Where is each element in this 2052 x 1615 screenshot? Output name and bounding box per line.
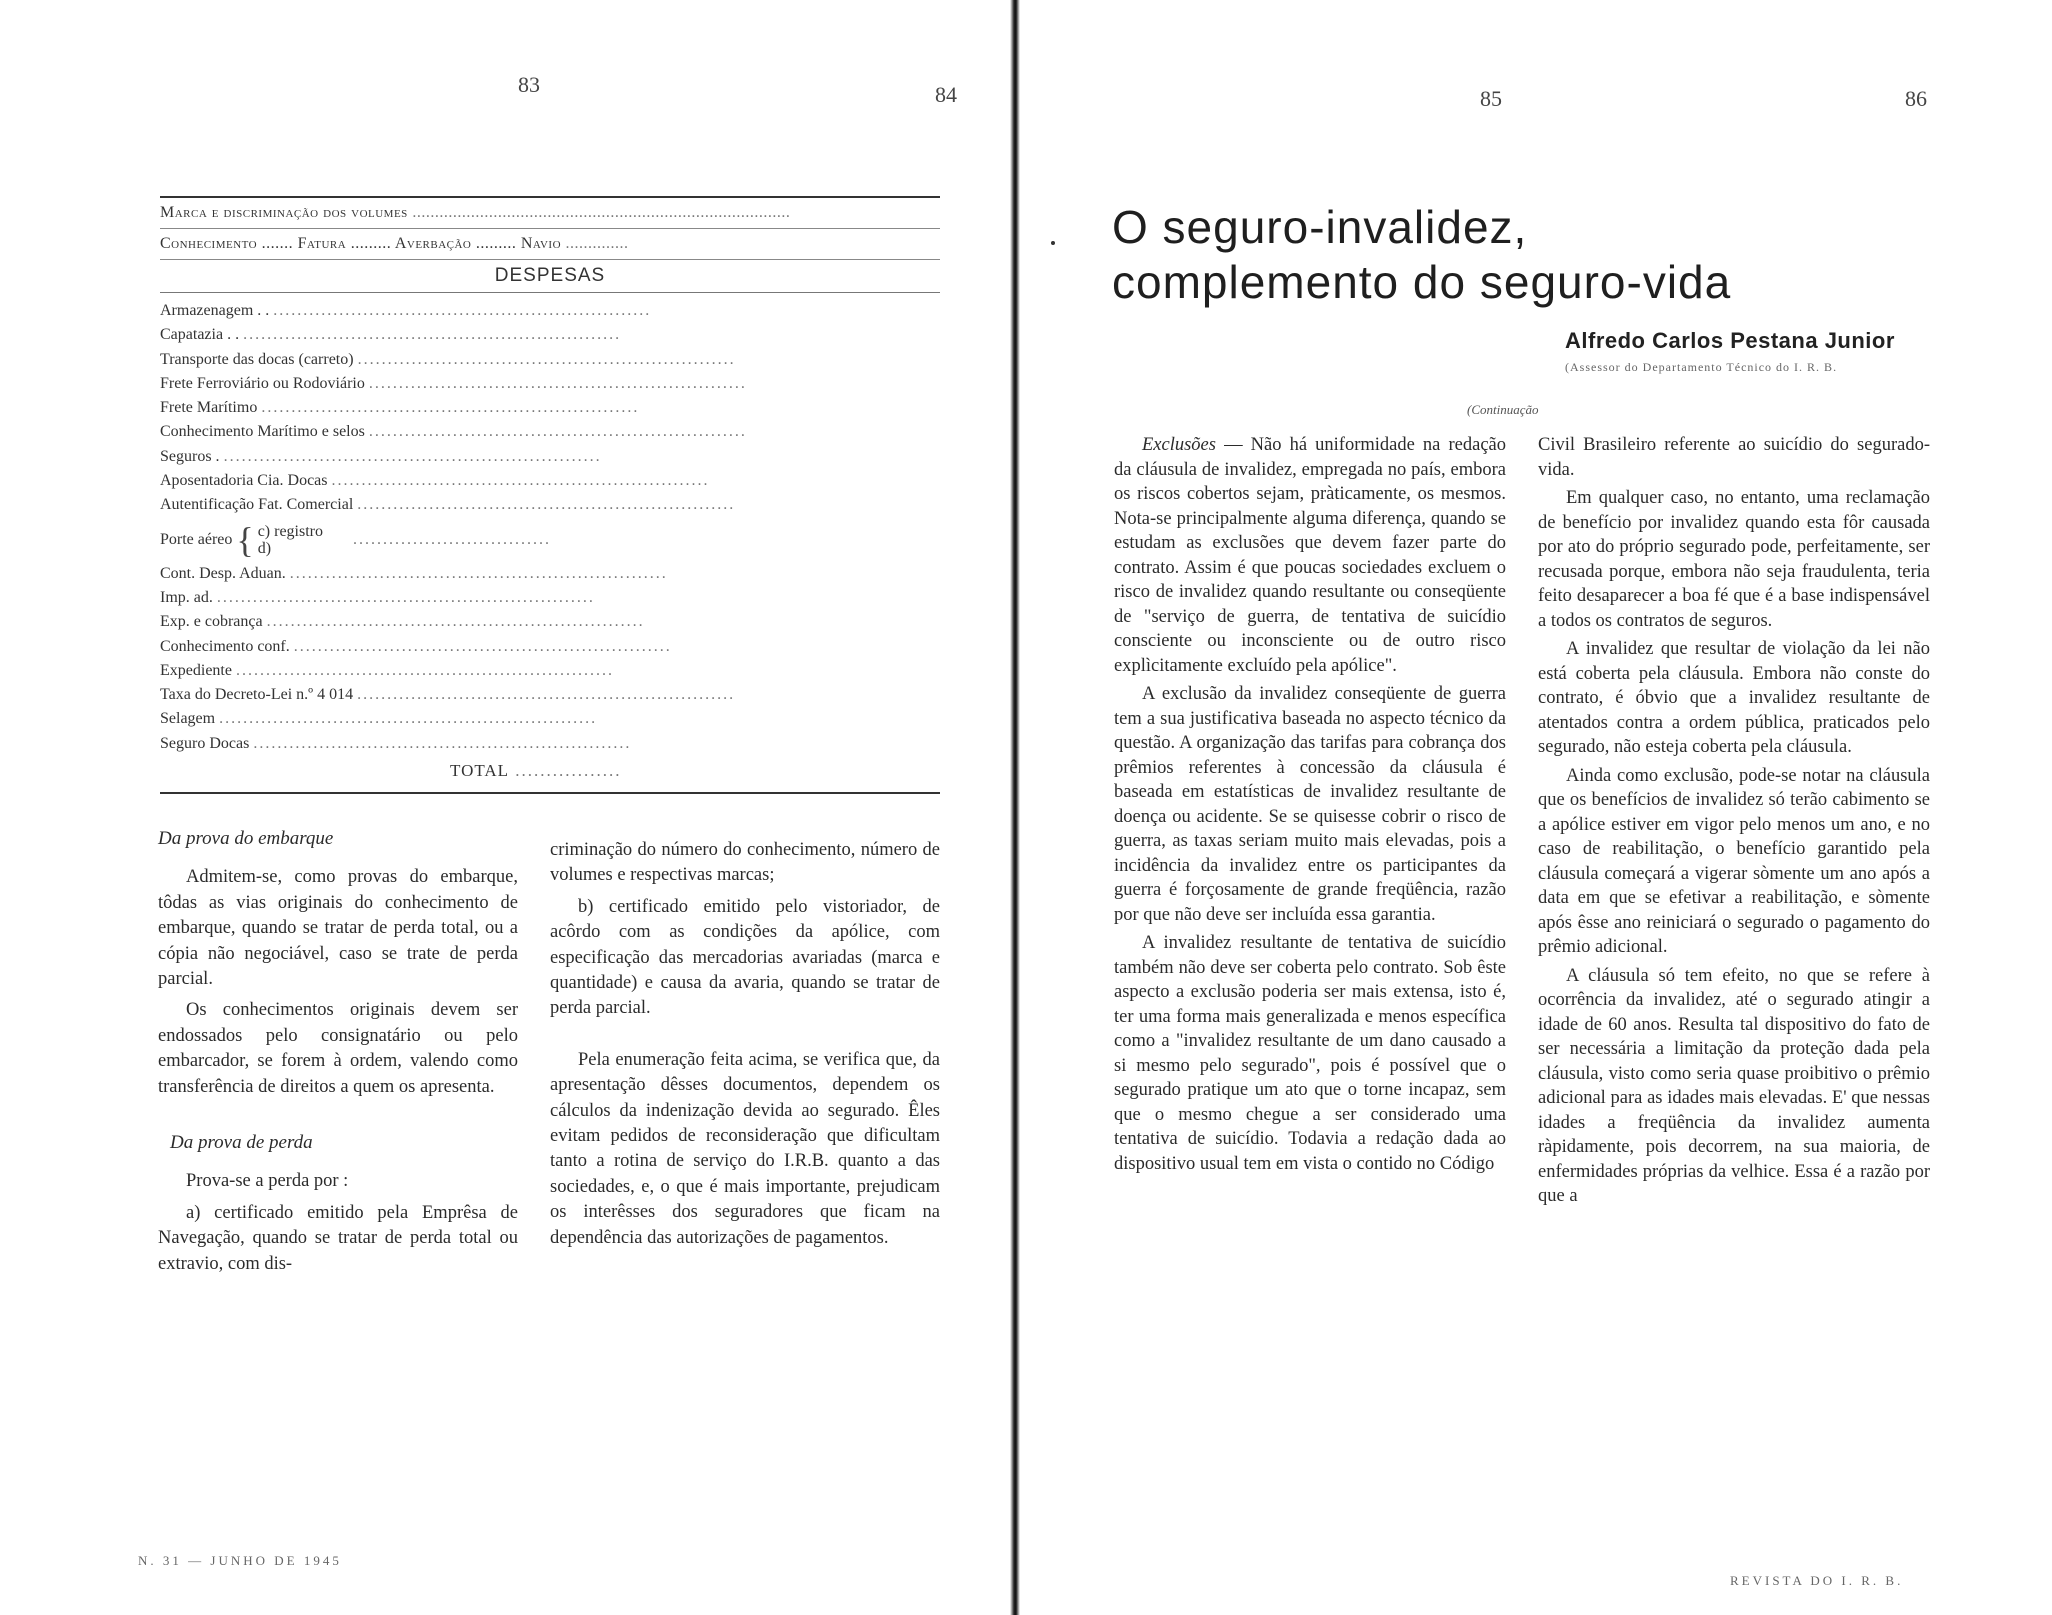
form-line-marca: Marca e discriminação dos volumes ....................................................................................	[160, 204, 791, 221]
paragraph: criminação do número do conhecimento, número de volumes e respectivas marcas;	[550, 840, 940, 886]
paragraph: A invalidez resultante de tentativa de suicídio também não deve ser coberta pelo contrato. Sob êste aspecto a exclusão poderia ser mais extensa, isto é, ter uma forma mais generalizada e menos específica como a "invalidez resultante de um dano causado a si mesmo pelo segurado", pois é possível que o segurado pratique um ato que o torne incapaz, sem que o mesmo chegue a ser considerado uma tentativa de suicídio. Todavia a redação dada ao dispositivo usual tem em vista o contido no Código	[1114, 933, 1506, 1174]
brace-symbol: {	[236, 519, 254, 560]
paragraph: A cláusula só tem efeito, no que se refere à ocorrência da invalidez, até o segurado atingir a idade de 60 anos. Resulta tal dispositivo do fato de ser necessária a limitação da proteção dada pela cláusula, visto como seria quase proibitivo o prêmio adicional para as idades mais elevadas. E' que nessas idades a freqüência da invalidez aumenta ràpidamente, pois decorrem, na sua maioria, de enfermidades próprias da velhice. Essa é a razão por que a	[1538, 965, 1930, 1206]
paragraph: b) certificado emitido pelo vistoriador, de acôrdo com as condições da apólice, com especificação das mercadorias avariadas (marca e quantidade) e causa da avaria, quando se tratar de perda parcial.	[550, 896, 940, 1019]
expense-item-label: Capatazia . .	[160, 326, 243, 343]
expense-item-label: Expediente	[160, 662, 236, 679]
form-line-marca-label: Marca e discriminação dos volumes	[160, 204, 408, 221]
paragraph: A invalidez que resultar de violação da lei não está coberta pela cláusula. Embora não conste do contrato, é óbvio que a invalidez resultante de atentados contra a ordem pública, praticados pelo segurado, não esteja coberta pela cláusula.	[1538, 639, 1930, 757]
paragraph: Os conhecimentos originais devem ser endossados pelo consignatário ou pelo embarcador, se forem à ordem, valendo como transferência de direitos a quem os apresenta.	[158, 1000, 518, 1097]
right-column-1	[1114, 433, 1506, 1180]
expense-item: Seguros . ...............................................................	[160, 447, 602, 465]
expense-item-label: Taxa do Decreto-Lei n.º 4 014	[160, 686, 357, 703]
expense-item: Cont. Desp. Aduan. ...............................................................	[160, 564, 668, 582]
expense-item-label: Autentificação Fat. Comercial	[160, 496, 357, 513]
despesas-rule	[160, 292, 940, 293]
porte-aereo-subitems	[258, 523, 323, 557]
paragraph: Prova-se a perda por :	[186, 1171, 349, 1192]
paragraph-text: — Não há uniformidade na redação da cláusula de invalidez, empregada no país, embora os riscos cobertos sejam, pràticamente, os mesmos. Nota-se principalmente alguma diferença, quando se estudam as exclusões que devem fazer parte do contrato. Assim é que poucas sociedades excluem o risco de invalidez quando resultante ou conseqüente de "serviço de guerra, de tentativa de suicídio consciente ou inconsciente ou de outro risco explìcitamente excluído pela apólice".	[1114, 435, 1506, 676]
expense-item-label: Seguro Docas	[160, 735, 253, 752]
exclusoes-lead: Exclusões	[1142, 435, 1216, 455]
heading-prova-embarque: Da prova do embarque	[158, 828, 334, 849]
expense-item-label: Conhecimento conf.	[160, 638, 294, 655]
expense-form	[160, 196, 940, 794]
paragraph: Pela enumeração feita acima, se verifica que, da apresentação dêsses documentos, dependem os cálculos da indenização devida ao segurado. Êles evitam pedidos de reconsideração que dificultam tanto a rotina de serviço do I.R.B. quanto a das sociedades, e, o que é mais importante, prejudicam os interêsses dos seguradores que ficam na dependência das autorizações de pagamentos.	[550, 1049, 940, 1248]
left-column-2	[550, 838, 940, 1257]
expense-item: Conhecimento Marítimo e selos ...............................................................	[160, 423, 747, 441]
paragraph: A exclusão da invalidez conseqüente de guerra tem a sua justificativa baseada no aspecto técnico da questão. A organização das tarifas para cobrança dos prêmios referentes à concessão da cláusula é baseada em estatísticas de invalidez resultante de doença ou acidente. Se se quisesse cobrir o risco de guerra, as taxas seriam muito mais elevadas, pois a incidência da invalidez entre os participantes da guerra é forçosamente de grande freqüência, razão por que não deve ser incluída essa garantia.	[1114, 684, 1506, 925]
expense-item: Frete Marítimo ...............................................................	[160, 399, 640, 417]
expense-item-label: Selagem	[160, 710, 219, 727]
expense-item: Taxa do Decreto-Lei n.º 4 014 ...............................................................	[160, 686, 736, 704]
page-number-85: 85	[1480, 86, 1502, 111]
article-title-line1: O seguro-invalidez,	[1112, 201, 1528, 253]
expense-item-label: Frete Marítimo	[160, 399, 261, 416]
continuation-note: (Continuação	[1467, 402, 1539, 417]
paragraph: Ainda como exclusão, pode-se notar na cláusula que os benefícios de invalidez só terão cabimento se a apólice estiver em vigor pelo menos um ano, e no caso de reabilitação, o benefício garantido pela cláusula começará a vigerar sòmente um ano após a data em que se efetivar a reabilitação, e sòmente após êsse ano reiniciará o segurado o pagamento do prêmio adicional.	[1538, 765, 1930, 957]
expense-item-label: Armazenagem . .	[160, 302, 273, 319]
despesas-heading: DESPESAS	[160, 259, 940, 292]
expense-item: Armazenagem . . ...............................................................	[160, 302, 652, 319]
expense-item: Transporte das docas (carreto) ...............................................................	[160, 350, 736, 368]
expense-item: Aposentadoria Cia. Docas ...............................................................	[160, 472, 710, 490]
form-line-conhecimento-label: Conhecimento ....... Fatura ......... Averbação ......... Navio	[160, 235, 562, 252]
form-bottom-rule	[160, 792, 940, 794]
paragraph	[1114, 433, 1506, 678]
author-role: (Assessor do Departamento Técnico do I. R. B.	[1565, 360, 1838, 374]
porte-aereo-group: Porte aéreo { c) registro d) .................................	[160, 519, 551, 560]
article-title-line2: complemento do seguro-vida	[1112, 256, 1732, 308]
article-title	[1112, 200, 1731, 310]
expense-item: Selagem ...............................................................	[160, 710, 598, 728]
form-line-conhecimento: Conhecimento ....... Fatura ......... Averbação ......... Navio ..............	[160, 228, 940, 259]
footer-journal: REVISTA DO I. R. B.	[1730, 1573, 1904, 1588]
left-page	[0, 0, 1012, 1615]
expense-item: Autentificação Fat. Comercial ...............................................................	[160, 496, 736, 514]
right-column-2	[1538, 433, 1930, 1213]
expense-item-label: Exp. e cobrança	[160, 613, 267, 630]
porte-aereo-d: d)	[257, 539, 272, 557]
expense-items	[160, 299, 747, 786]
heading-prova-perda: Da prova de perda	[170, 1132, 313, 1154]
expense-item: Exp. e cobrança ...............................................................	[160, 613, 645, 631]
paragraph: Em qualquer caso, no entanto, uma reclamação de benefício por invalidez quando esta fôr causada por ato do próprio segurado pode, perfeitamente, ser recusada porque, embora não seja fraudulenta, teria feito desaparecer a boa fé que é a base indispensável a todos os contratos de seguros.	[1538, 488, 1930, 631]
expense-item: Conhecimento conf. ...............................................................	[160, 637, 672, 655]
expense-item-label: Conhecimento Marítimo e selos	[160, 423, 369, 440]
page-number-83: 83	[518, 72, 540, 97]
expense-item-label: Cont. Desp. Aduan.	[160, 565, 290, 582]
footer-issue: N. 31 — JUNHO DE 1945	[138, 1553, 342, 1568]
article-author: Alfredo Carlos Pestana Junior	[1565, 328, 1895, 353]
porte-aereo-c: c) registro	[257, 522, 323, 540]
left-column-1	[158, 826, 518, 1283]
total-label: TOTAL	[450, 761, 510, 781]
expense-item: Seguro Docas ...............................................................	[160, 734, 632, 752]
expense-item-label: Aposentadoria Cia. Docas	[160, 472, 332, 489]
expense-item-label: Frete Ferroviário ou Rodoviário	[160, 375, 369, 392]
paragraph: a) certificado emitido pela Emprêsa de Navegação, quando se tratar de perda total ou extravio, com dis-	[158, 1202, 518, 1274]
expense-item: Frete Ferroviário ou Rodoviário ...............................................................	[160, 374, 747, 392]
page-number-84: 84	[935, 82, 957, 107]
expense-item: Imp. ad. ...............................................................	[160, 588, 595, 606]
porte-aereo-label: Porte aéreo	[160, 530, 233, 548]
expense-item: Capatazia . . ...............................................................	[160, 326, 622, 344]
expense-item-label: Imp. ad.	[160, 589, 217, 606]
stray-dot	[1051, 241, 1055, 245]
expense-item: Expediente ...............................................................	[160, 661, 614, 679]
paragraph: Civil Brasileiro referente ao suicídio do segurado-vida.	[1538, 435, 1930, 480]
paragraph: Admitem-se, como provas do embarque, tôdas as vias originais do conhecimento de embarque, quando se tratar de perda total, ou a cópia não negociável, caso se trate de perda parcial.	[158, 867, 518, 990]
expense-item-label: Seguros .	[160, 448, 224, 465]
expense-item-label: Transporte das docas (carreto)	[160, 351, 358, 368]
total-line: TOTAL .................	[450, 761, 622, 781]
page-number-86: 86	[1905, 86, 1927, 111]
